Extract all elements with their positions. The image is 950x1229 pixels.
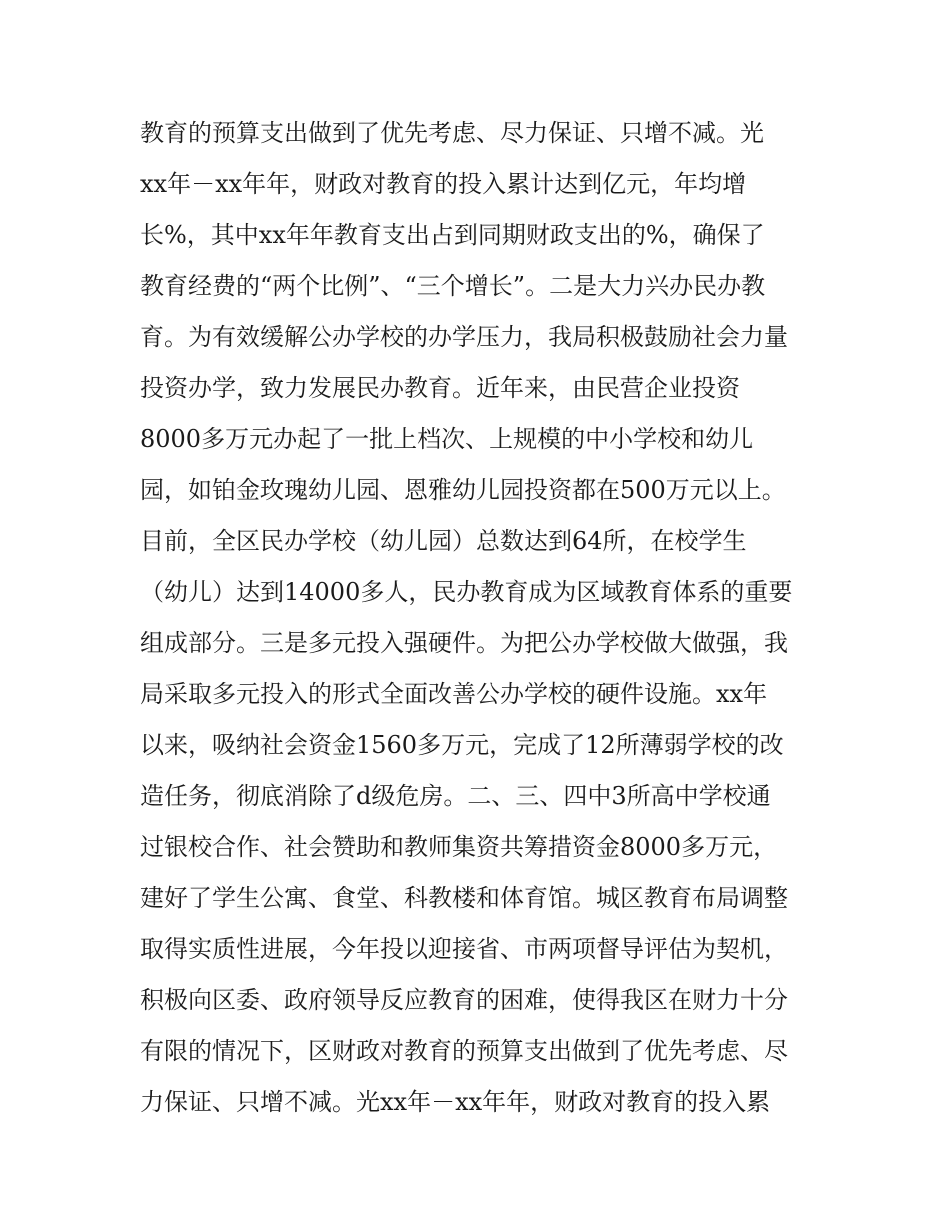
text-line: 教育的预算支出做到了优先考虑、尽力保证、只增不减。光 xyxy=(140,119,764,147)
text-line: 有限的情况下，区财政对教育的预算支出做到了优先考虑、尽 xyxy=(140,1037,788,1065)
text-line: 以来，吸纳社会资金1560多万元，完成了12所薄弱学校的改 xyxy=(140,731,784,759)
text-line: 组成部分。三是多元投入强硬件。为把公办学校做大做强，我 xyxy=(140,629,788,657)
text-line: 取得实质性进展，今年投以迎接省、市两项督导评估为契机， xyxy=(140,935,788,963)
text-line: 局采取多元投入的形式全面改善公办学校的硬件设施。xx年 xyxy=(140,680,768,708)
text-line: （幼儿）达到14000多人，民办教育成为区域教育体系的重要 xyxy=(140,578,793,606)
text-line: 长%，其中xx年年教育支出占到同期财政支出的%，确保了 xyxy=(140,221,765,249)
body-text xyxy=(140,108,830,1128)
text-line: 造任务，彻底消除了d级危房。二、三、四中3所高中学校通 xyxy=(140,782,771,810)
text-line: 建好了学生公寓、食堂、科教楼和体育馆。城区教育布局调整 xyxy=(140,884,788,912)
text-line: 力保证、只增不减。光xx年－xx年年，财政对教育的投入累 xyxy=(140,1088,771,1116)
text-line: 8000多万元办起了一批上档次、上规模的中小学校和幼儿 xyxy=(140,425,754,453)
text-line: 积极向区委、政府领导反应教育的困难，使得我区在财力十分 xyxy=(140,986,788,1014)
text-line: 目前，全区民办学校（幼儿园）总数达到64所，在校学生 xyxy=(140,527,747,555)
text-line: 过银校合作、社会赞助和教师集资共筹措资金8000多万元， xyxy=(140,833,778,861)
text-line: 投资办学，致力发展民办教育。近年来，由民营企业投资 xyxy=(140,374,740,402)
text-line: 育。为有效缓解公办学校的办学压力，我局积极鼓励社会力量 xyxy=(140,323,788,351)
text-line: 教育经费的“两个比例”、“三个增长”。二是大力兴办民办教 xyxy=(140,272,766,300)
text-line: 园，如铂金玫瑰幼儿园、恩雅幼儿园投资都在500万元以上。 xyxy=(140,476,786,504)
text-line: xx年－xx年年，财政对教育的投入累计达到亿元，年均增 xyxy=(140,170,747,198)
